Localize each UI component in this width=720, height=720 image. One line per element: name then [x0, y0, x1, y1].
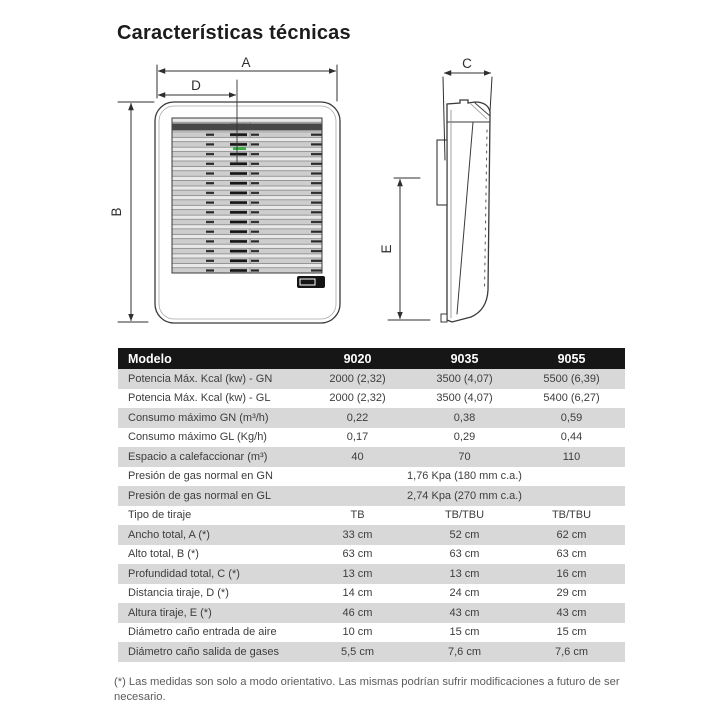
- spec-value: 63 cm: [449, 548, 480, 561]
- spec-value: 2000 (2,32): [329, 392, 386, 405]
- spec-value: 13 cm: [449, 567, 480, 580]
- column-header-9020: 9020: [304, 348, 411, 369]
- spec-value: 62 cm: [556, 528, 587, 541]
- spec-label: Presión de gas normal en GL: [128, 489, 272, 502]
- spec-label: Potencia Máx. Kcal (kw) - GL: [128, 392, 271, 405]
- footnote: (*) Las medidas son solo a modo orientativo. Las mismas podrían sufrir modificaciones a futuro de ser necesario.: [114, 676, 620, 703]
- spec-value: 5500 (6,39): [543, 372, 600, 385]
- table-row: [118, 525, 625, 545]
- spec-value: 0,59: [560, 411, 583, 424]
- spec-value: 3500 (4,07): [436, 372, 493, 385]
- column-header-9035: 9035: [411, 348, 518, 369]
- spec-value: 16 cm: [556, 567, 587, 580]
- spec-value: 2000 (2,32): [329, 372, 386, 385]
- spec-value: 46 cm: [342, 606, 373, 619]
- control-panel: [297, 276, 325, 288]
- table-row: [118, 603, 625, 623]
- spec-value: TB: [350, 509, 365, 522]
- spec-label: Altura tiraje, E (*): [128, 606, 212, 619]
- spec-label: Consumo máximo GL (Kg/h): [128, 431, 267, 444]
- spec-value: 70: [458, 450, 471, 463]
- spec-label: Tipo de tiraje: [128, 509, 192, 522]
- dim-line-a: [157, 65, 337, 101]
- technical-diagram: [100, 52, 640, 347]
- spec-value: 0,17: [346, 431, 369, 444]
- dim-label-d: D: [191, 78, 201, 93]
- spec-label: Consumo máximo GN (m³/h): [128, 411, 269, 424]
- spec-value: 63 cm: [556, 548, 587, 561]
- spec-label: Diámetro caño salida de gases: [128, 645, 280, 658]
- spec-value: 24 cm: [449, 587, 480, 600]
- spec-table: [118, 348, 625, 662]
- spec-label: Presión de gas normal en GN: [128, 470, 273, 483]
- spec-table-container: [118, 348, 625, 662]
- spec-value: 29 cm: [556, 587, 587, 600]
- dim-label-e: E: [379, 244, 394, 254]
- spec-value: 7,6 cm: [447, 645, 481, 658]
- table-row: [118, 506, 625, 526]
- table-row: [118, 389, 625, 409]
- heater-side-body: [447, 100, 490, 322]
- dim-label-a: A: [241, 55, 251, 70]
- spec-value: 15 cm: [449, 626, 480, 639]
- spec-label: Alto total, B (*): [128, 548, 199, 561]
- table-row: [118, 623, 625, 643]
- spec-value: 0,29: [453, 431, 476, 444]
- table-row: [118, 545, 625, 565]
- spec-value: 5400 (6,27): [543, 392, 600, 405]
- pilot-indicator: [233, 147, 246, 150]
- table-row: [118, 486, 625, 506]
- spec-value: 52 cm: [449, 528, 480, 541]
- spec-value-span: 2,74 Kpa (270 mm c.a.): [407, 489, 522, 502]
- dim-line-e: [388, 178, 430, 320]
- column-header-9055: 9055: [518, 348, 625, 369]
- table-row: [118, 408, 625, 428]
- spec-label: Espacio a calefaccionar (m³): [128, 450, 268, 463]
- table-row: [118, 584, 625, 604]
- spec-value: 15 cm: [556, 626, 587, 639]
- grille-top-band: [172, 124, 322, 131]
- side-view: [379, 56, 492, 322]
- spec-value: 63 cm: [342, 548, 373, 561]
- spec-label: Potencia Máx. Kcal (kw) - GN: [128, 372, 273, 385]
- spec-value: 110: [562, 450, 581, 463]
- rear-foot: [441, 314, 447, 322]
- spec-value: 0,44: [560, 431, 583, 444]
- spec-label: Profundidad total, C (*): [128, 567, 240, 580]
- spec-value-span: 1,76 Kpa (180 mm c.a.): [407, 470, 522, 483]
- front-view: [109, 55, 340, 323]
- spec-value: 33 cm: [342, 528, 373, 541]
- column-header-modelo: Modelo: [118, 348, 304, 369]
- spec-value: 0,22: [346, 411, 369, 424]
- table-row: [118, 369, 625, 389]
- dim-label-b: B: [109, 207, 124, 217]
- spec-value: 43 cm: [556, 606, 587, 619]
- spec-value: 43 cm: [449, 606, 480, 619]
- spec-value: TB/TBU: [444, 509, 485, 522]
- dim-label-c: C: [462, 56, 472, 71]
- front-grille: [172, 118, 322, 273]
- spec-table-body: [118, 369, 625, 662]
- spec-value: 3500 (4,07): [436, 392, 493, 405]
- spec-value: 0,38: [453, 411, 476, 424]
- page-title: Características técnicas: [117, 22, 351, 44]
- spec-value: 14 cm: [342, 587, 373, 600]
- spec-label: Ancho total, A (*): [128, 528, 210, 541]
- table-row: [118, 447, 625, 467]
- table-header-row: [118, 348, 625, 369]
- spec-label: Diámetro caño entrada de aire: [128, 626, 277, 639]
- flue-connection-box: [437, 140, 447, 205]
- heater-dimension-drawing: [100, 52, 640, 347]
- spec-value: 10 cm: [342, 626, 373, 639]
- spec-label: Distancia tiraje, D (*): [128, 587, 229, 600]
- spec-value: 40: [351, 450, 364, 463]
- table-row: [118, 467, 625, 487]
- table-row: [118, 564, 625, 584]
- spec-value: 5,5 cm: [340, 645, 374, 658]
- spec-value: 7,6 cm: [554, 645, 588, 658]
- spec-value: 13 cm: [342, 567, 373, 580]
- spec-value: TB/TBU: [551, 509, 592, 522]
- table-row: [118, 642, 625, 662]
- table-row: [118, 428, 625, 448]
